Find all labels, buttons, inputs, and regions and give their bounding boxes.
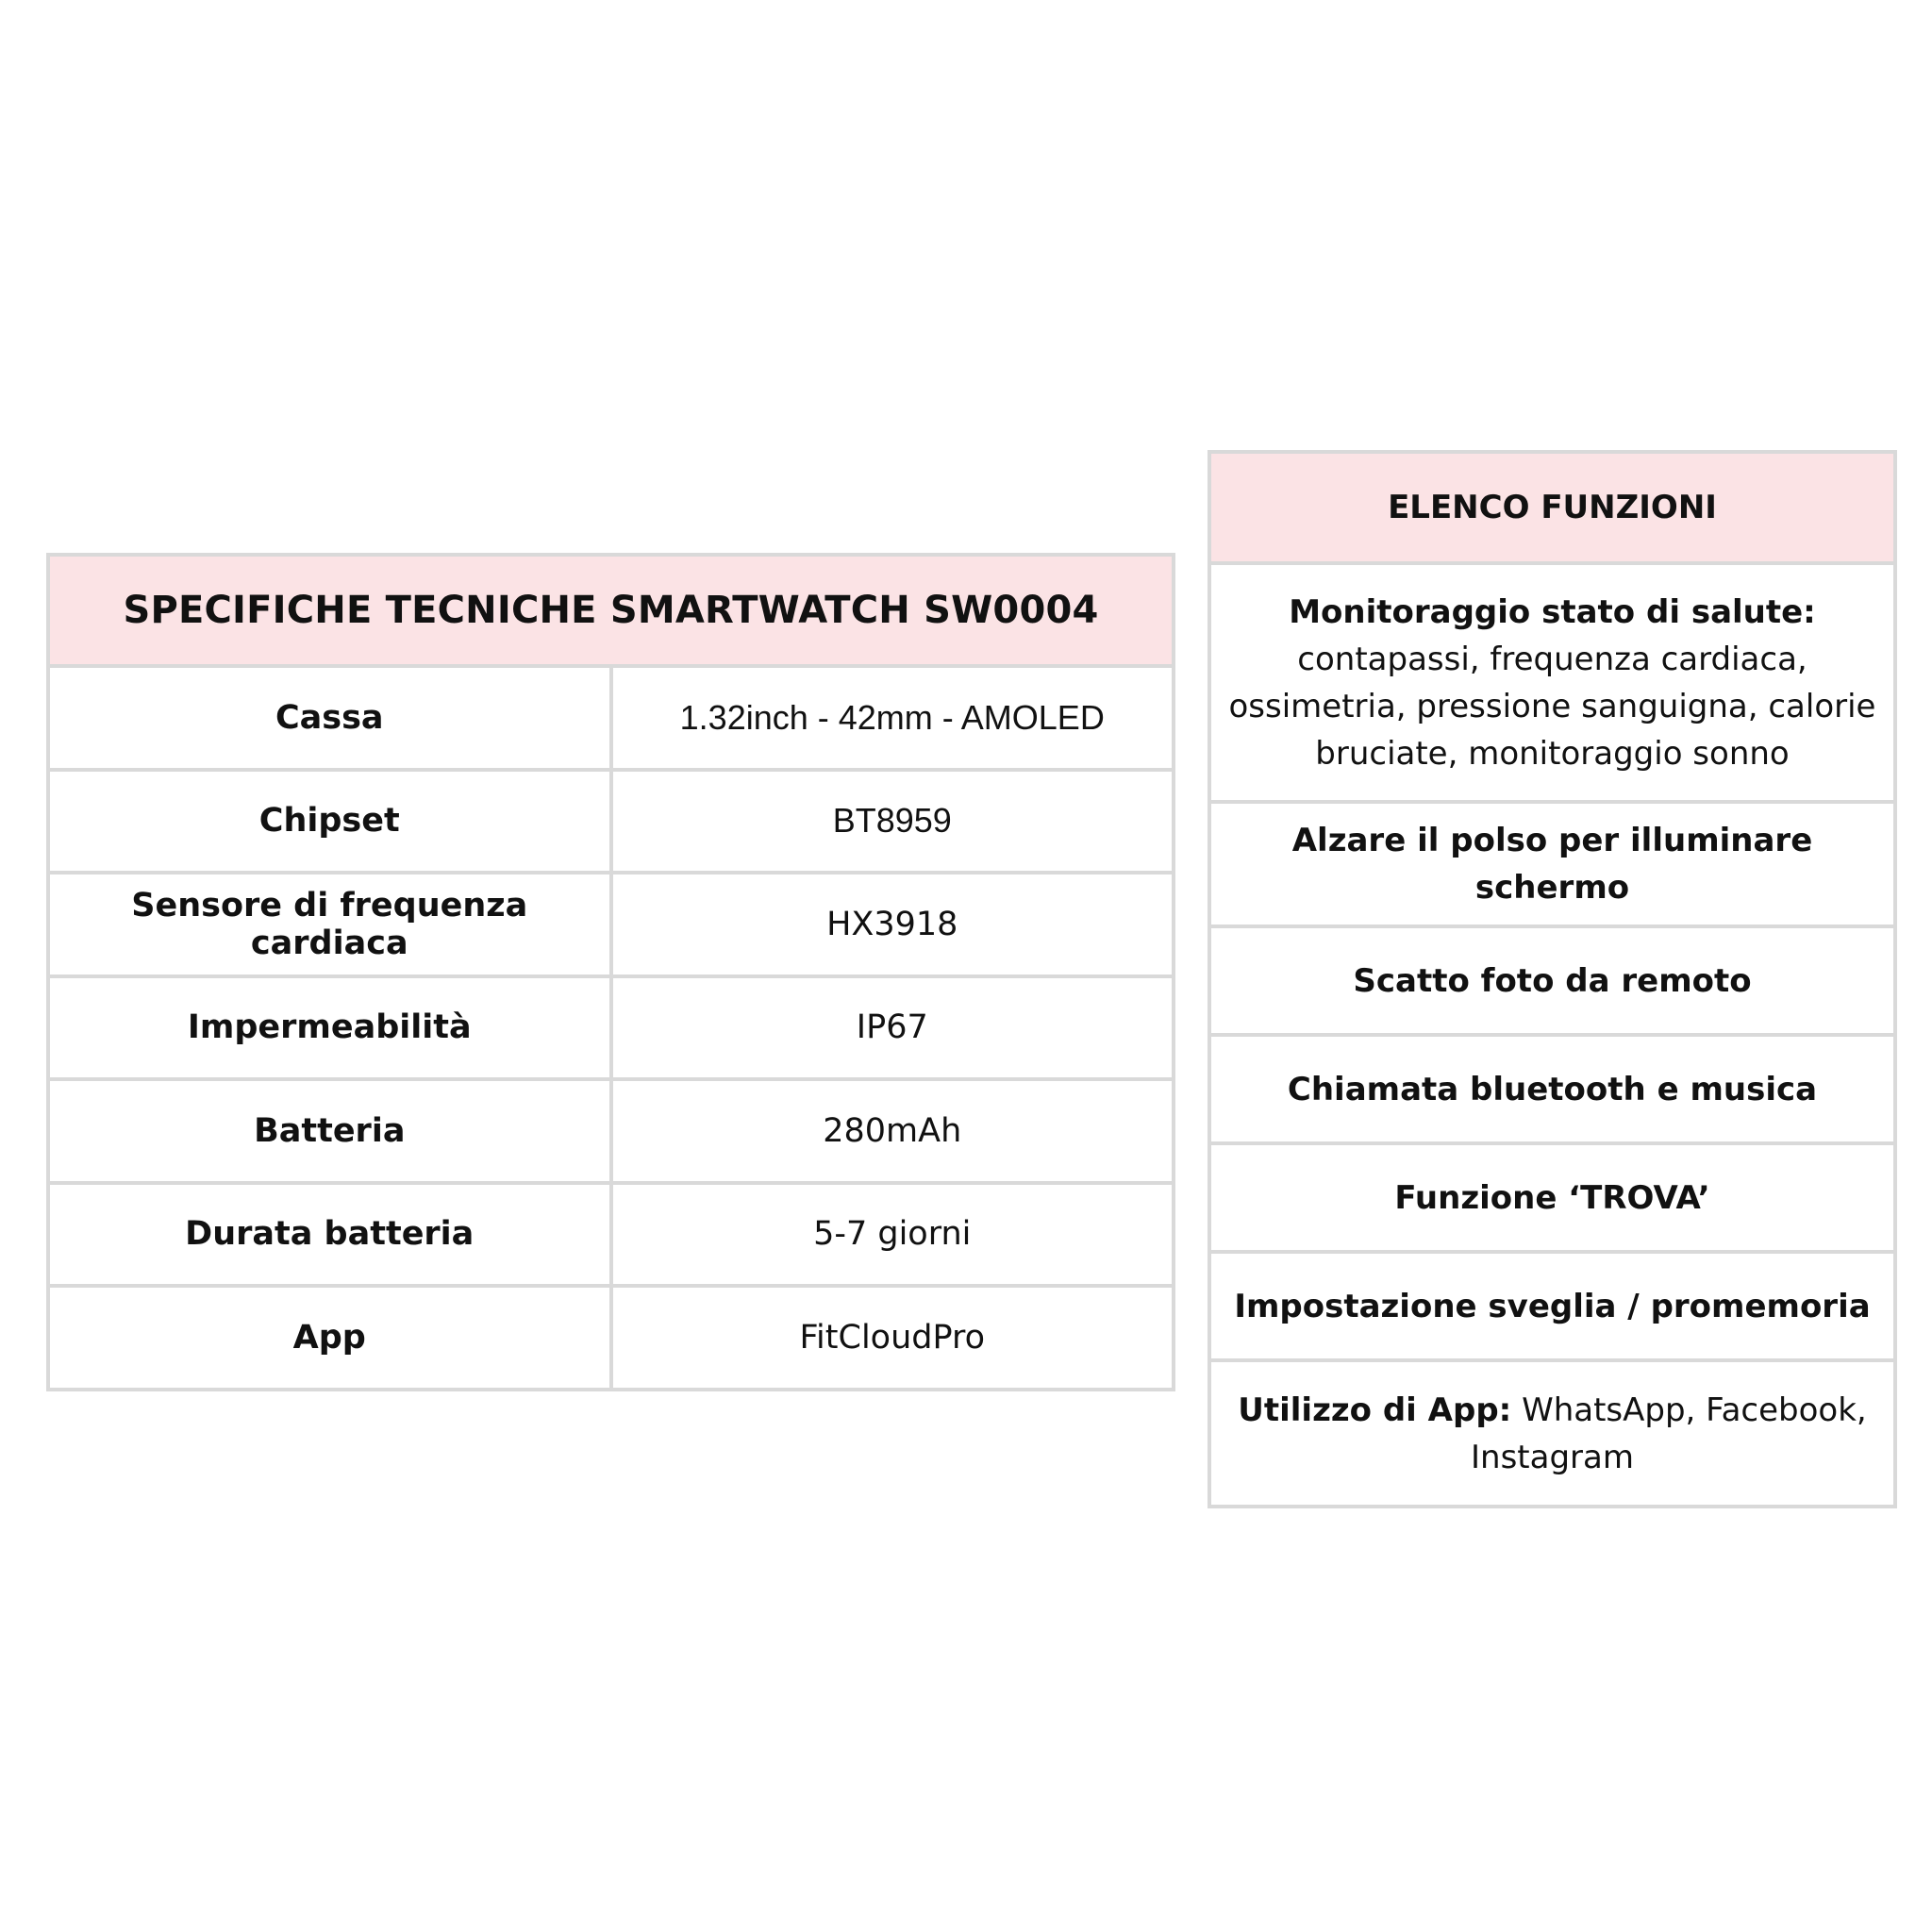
table-row bbox=[48, 1079, 1174, 1183]
table-row bbox=[48, 873, 1174, 976]
table-row bbox=[1209, 563, 1895, 802]
table-row bbox=[1209, 1252, 1895, 1360]
function-item bbox=[1209, 563, 1895, 802]
functions-table-header-row bbox=[1209, 452, 1895, 563]
table-row bbox=[1209, 926, 1895, 1035]
spec-value: 1.32inch - 42mm - AMOLED bbox=[611, 666, 1174, 770]
spec-label: Durata batteria bbox=[48, 1183, 611, 1287]
function-item-title: Impostazione sveglia / promemoria bbox=[1234, 1287, 1871, 1325]
table-row bbox=[1209, 1360, 1895, 1507]
table-row bbox=[48, 1183, 1174, 1287]
table-row bbox=[1209, 1143, 1895, 1252]
spec-label: App bbox=[48, 1286, 611, 1390]
spec-label: Chipset bbox=[48, 770, 611, 874]
table-row bbox=[48, 976, 1174, 1080]
functions-table bbox=[1208, 450, 1897, 1508]
function-item bbox=[1209, 1035, 1895, 1143]
function-item-text: WhatsApp, Facebook, Instagram bbox=[1471, 1391, 1867, 1476]
spec-value: IP67 bbox=[611, 976, 1174, 1080]
spec-value: HX3918 bbox=[611, 873, 1174, 976]
function-item bbox=[1209, 802, 1895, 926]
function-item-title: Alzare il polso per illuminare schermo bbox=[1291, 822, 1813, 907]
function-item-text: contapassi, frequenza cardiaca, ossimetria, pressione sanguigna, calorie bruciate, monitoraggio sonno bbox=[1228, 640, 1876, 773]
spec-label: Sensore di frequenza cardiaca bbox=[48, 873, 611, 976]
table-row bbox=[48, 666, 1174, 770]
spec-value: FitCloudPro bbox=[611, 1286, 1174, 1390]
function-item-title: Utilizzo di App: bbox=[1238, 1391, 1512, 1429]
function-item-title: Monitoraggio stato di salute: bbox=[1289, 592, 1816, 631]
spec-label: Impermeabilità bbox=[48, 976, 611, 1080]
function-item-title: Chiamata bluetooth e musica bbox=[1287, 1070, 1818, 1108]
function-item bbox=[1209, 926, 1895, 1035]
table-row bbox=[1209, 1035, 1895, 1143]
table-row bbox=[1209, 802, 1895, 926]
table-row bbox=[48, 770, 1174, 874]
function-item bbox=[1209, 1252, 1895, 1360]
table-row bbox=[48, 1286, 1174, 1390]
spec-label: Cassa bbox=[48, 666, 611, 770]
spec-table bbox=[46, 553, 1175, 1391]
spec-value: 280mAh bbox=[611, 1079, 1174, 1183]
spec-value: 5-7 giorni bbox=[611, 1183, 1174, 1287]
spec-value: BT8959 bbox=[611, 770, 1174, 874]
function-item-title: Scatto foto da remoto bbox=[1353, 961, 1752, 1000]
function-item bbox=[1209, 1143, 1895, 1252]
spec-label: Batteria bbox=[48, 1079, 611, 1183]
function-item bbox=[1209, 1360, 1895, 1507]
spec-table-header-row bbox=[48, 555, 1174, 666]
function-item-title: Funzione ‘TROVA’ bbox=[1394, 1178, 1710, 1217]
functions-table-title: ELENCO FUNZIONI bbox=[1209, 452, 1895, 563]
spec-table-title: SPECIFICHE TECNICHE SMARTWATCH SW0004 bbox=[48, 555, 1174, 666]
